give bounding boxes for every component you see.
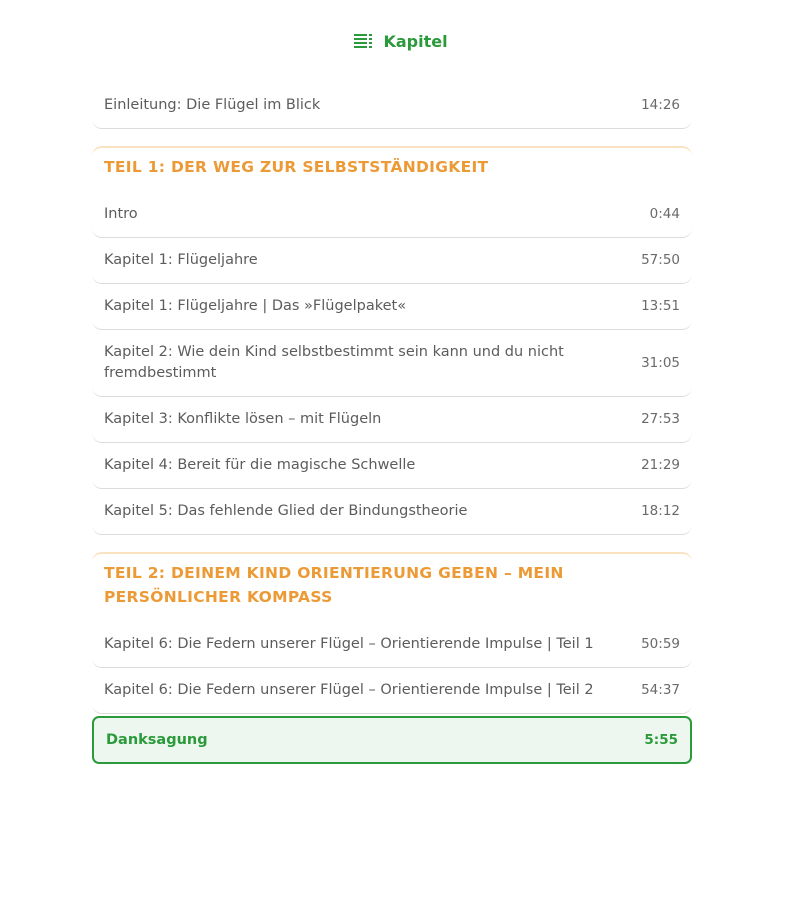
chapter-duration: 5:55 [644, 731, 678, 748]
part-heading-1: TEIL 1: DER WEG ZUR SELBSTSTÄNDIGKEIT [92, 146, 692, 192]
chapter-duration: 54:37 [641, 682, 680, 698]
chapter-row-kapitel-6-teil-2[interactable] [92, 668, 692, 714]
chapter-duration: 21:29 [641, 457, 680, 473]
chapter-duration: 13:51 [641, 298, 680, 314]
chapter-row-danksagung-active[interactable] [92, 716, 692, 764]
chapter-title: Kapitel 6: Die Federn unserer Flügel – Orientierende Impulse | Teil 2 [104, 682, 594, 698]
chapter-row-kapitel-1[interactable] [92, 238, 692, 284]
chapter-title: Einleitung: Die Flügel im Blick [104, 97, 321, 113]
chapter-duration: 50:59 [641, 636, 680, 652]
header-title: Kapitel [383, 31, 448, 51]
chapter-row-kapitel-4[interactable] [92, 443, 692, 489]
chapter-title: Danksagung [106, 731, 208, 748]
chapter-title: Kapitel 2: Wie dein Kind selbstbestimmt sein kann und du nicht fremdbestimmt [104, 344, 564, 381]
chapter-duration: 57:50 [641, 252, 680, 268]
chapter-title: Kapitel 1: Flügeljahre | Das »Flügelpaket« [104, 298, 407, 314]
chapter-row-kapitel-6-teil-1[interactable] [92, 622, 692, 668]
chapter-duration: 14:26 [641, 97, 680, 113]
chapter-duration: 0:44 [649, 206, 680, 222]
chapter-row-kapitel-5[interactable] [92, 489, 692, 535]
chapter-title: Kapitel 5: Das fehlende Glied der Bindungstheorie [104, 503, 468, 519]
chapter-row-kapitel-1-fluegelpaket[interactable] [92, 284, 692, 330]
list-icon [354, 33, 372, 47]
chapter-title: Kapitel 3: Konflikte lösen – mit Flügeln [104, 411, 382, 427]
chapter-duration: 27:53 [641, 411, 680, 427]
chapter-row-einleitung[interactable] [92, 83, 692, 129]
chapter-row-kapitel-3[interactable] [92, 397, 692, 443]
chapter-duration: 18:12 [641, 503, 680, 519]
chapter-header [0, 28, 802, 54]
chapter-title: Intro [104, 206, 138, 222]
chapter-title: Kapitel 4: Bereit für die magische Schwelle [104, 457, 416, 473]
chapter-duration: 31:05 [641, 354, 680, 371]
chapter-list [92, 83, 692, 764]
chapter-title: Kapitel 6: Die Federn unserer Flügel – Orientierende Impulse | Teil 1 [104, 636, 594, 652]
chapter-row-kapitel-2[interactable] [92, 330, 692, 397]
chapter-row-intro[interactable] [92, 192, 692, 238]
chapter-title: Kapitel 1: Flügeljahre [104, 252, 258, 268]
part-heading-2: TEIL 2: DEINEM KIND ORIENTIERUNG GEBEN – MEIN PERSÖNLICHER KOMPASS [92, 552, 692, 622]
